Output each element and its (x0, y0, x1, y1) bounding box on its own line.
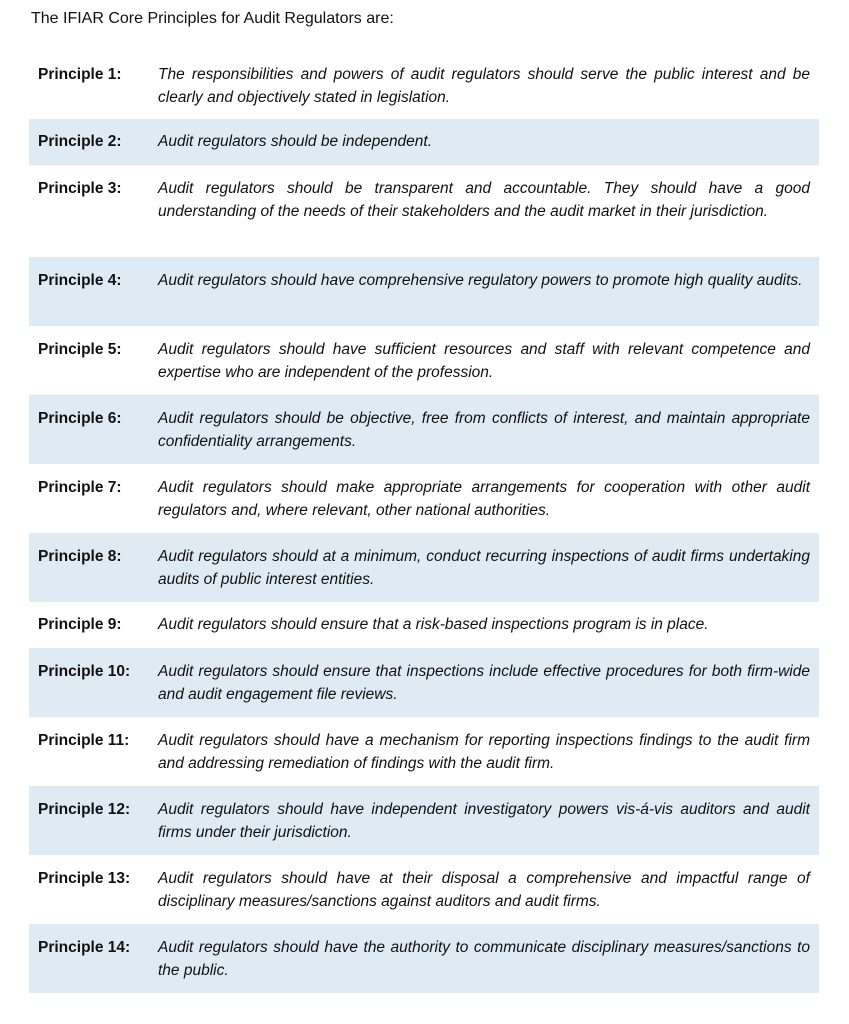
principle-label: Principle 10: (38, 663, 131, 680)
principle-text: Audit regulators should have sufficient resources and staff with relevant competence and expertise who are independent of the profession. (158, 341, 810, 381)
principle-text: Audit regulators should make appropriate arrangements for cooperation with other audit regulators and, where relevant, other national authorities. (158, 479, 810, 519)
principles-table (29, 51, 819, 993)
principle-row-12 (29, 786, 819, 855)
principle-text: The responsibilities and powers of audit regulators should serve the public interest and be clearly and objectively stated in legislation. (158, 66, 810, 106)
principle-row-8 (29, 533, 819, 602)
principle-text: Audit regulators should have comprehensive regulatory powers to promote high quality audits. (158, 272, 803, 289)
principle-row-4 (29, 257, 819, 326)
principle-label: Principle 9: (38, 616, 122, 633)
principle-row-2 (29, 119, 819, 165)
principle-row-13 (29, 855, 819, 924)
principle-label: Principle 12: (38, 801, 131, 818)
principle-row-1 (29, 51, 819, 119)
principle-text: Audit regulators should have the authority to communicate disciplinary measures/sanctions to the public. (158, 939, 810, 979)
principle-label: Principle 2: (38, 133, 122, 150)
principle-text: Audit regulators should have at their disposal a comprehensive and impactful range of disciplinary measures/sanctions against auditors and audit firms. (158, 870, 810, 910)
principle-text: Audit regulators should ensure that a risk-based inspections program is in place. (158, 616, 709, 633)
principle-label: Principle 1: (38, 66, 122, 83)
principle-text: Audit regulators should have a mechanism for reporting inspections findings to the audit firm and addressing remediation of findings with the audit firm. (158, 732, 810, 772)
principle-label: Principle 3: (38, 180, 122, 197)
principle-row-9 (29, 602, 819, 648)
principle-row-3 (29, 165, 819, 257)
principle-row-7 (29, 464, 819, 533)
principle-text: Audit regulators should at a minimum, conduct recurring inspections of audit firms undertaking audits of public interest entities. (158, 548, 810, 588)
principle-text: Audit regulators should be transparent and accountable. They should have a good understanding of the needs of their stakeholders and the audit market in their jurisdiction. (158, 180, 810, 220)
principle-label: Principle 5: (38, 341, 122, 358)
intro-text: The IFIAR Core Principles for Audit Regulators are: (31, 10, 394, 27)
principle-label: Principle 13: (38, 870, 131, 887)
principle-label: Principle 4: (38, 272, 122, 289)
principle-label: Principle 11: (38, 732, 130, 749)
principle-text: Audit regulators should ensure that inspections include effective procedures for both firm-wide and audit engagement file reviews. (158, 663, 810, 703)
principle-row-5 (29, 326, 819, 395)
principle-text: Audit regulators should be independent. (158, 133, 433, 150)
principle-row-14 (29, 924, 819, 993)
principle-text: Audit regulators should be objective, free from conflicts of interest, and maintain appropriate confidentiality arrangements. (158, 410, 810, 450)
principle-row-11 (29, 717, 819, 786)
principle-label: Principle 8: (38, 548, 122, 565)
principle-label: Principle 7: (38, 479, 122, 496)
principle-label: Principle 6: (38, 410, 122, 427)
principle-label: Principle 14: (38, 939, 131, 956)
principle-row-6 (29, 395, 819, 464)
principle-text: Audit regulators should have independent investigatory powers vis-á-vis auditors and audit firms under their jurisdiction. (158, 801, 810, 841)
principle-row-10 (29, 648, 819, 717)
